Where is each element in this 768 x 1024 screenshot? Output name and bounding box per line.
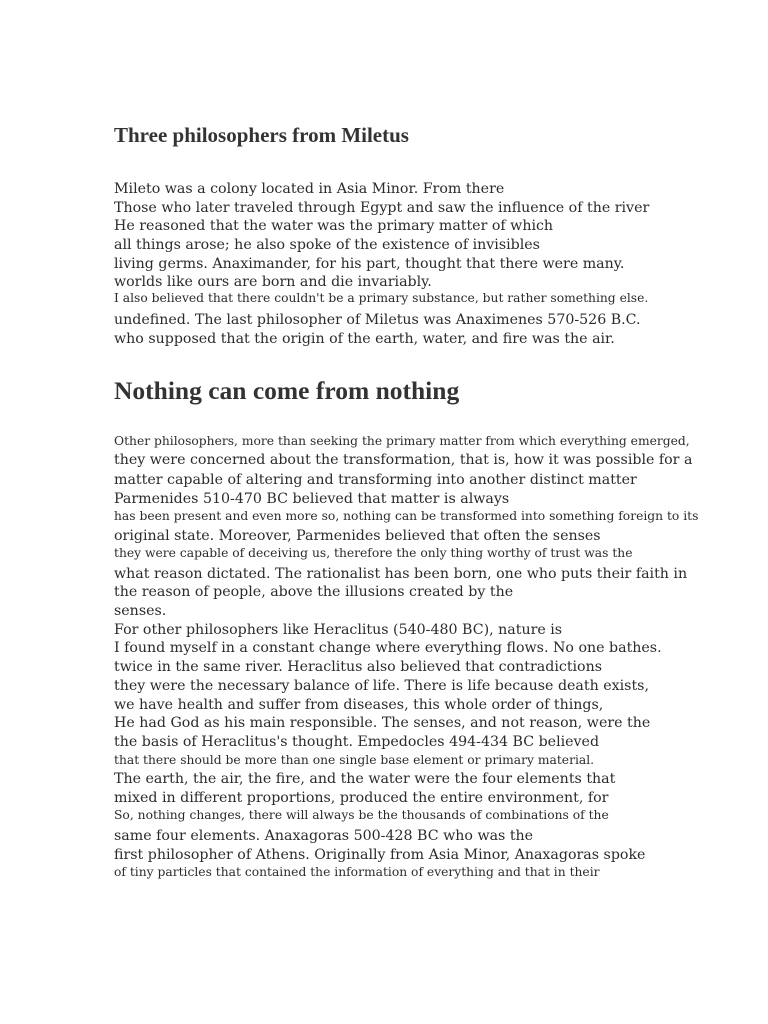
paragraph-line: I also believed that there couldn't be a primary substance, but rather something else. — [114, 291, 649, 305]
paragraph-line: they were the necessary balance of life. There is life because death exists, — [114, 678, 649, 694]
paragraph-line: all things arose; he also spoke of the existence of invisibles — [114, 237, 540, 253]
paragraph-line: the basis of Heraclitus's thought. Empedocles 494-434 BC believed — [114, 734, 600, 750]
paragraph-line: they were concerned about the transformation, that is, how it was possible for a — [114, 452, 693, 468]
paragraph-line: matter capable of altering and transforming into another distinct matter — [114, 472, 637, 488]
paragraph-line: we have health and suffer from diseases, this whole order of things, — [114, 697, 604, 713]
paragraph-line: same four elements. Anaxagoras 500-428 BC who was the — [114, 828, 534, 844]
paragraph-line: that there should be more than one single base element or primary material. — [114, 753, 595, 767]
paragraph-line: what reason dictated. The rationalist has been born, one who puts their faith in — [114, 566, 688, 582]
paragraph-line: the reason of people, above the illusions created by the — [114, 584, 514, 600]
paragraph-line: they were capable of deceiving us, therefore the only thing worthy of trust was the — [114, 546, 633, 560]
paragraph-line: He reasoned that the water was the primary matter of which — [114, 218, 554, 234]
paragraph-line: Those who later traveled through Egypt and saw the influence of the river — [114, 200, 650, 216]
paragraph-line: senses. — [114, 603, 167, 619]
paragraph-line: undefined. The last philosopher of Miletus was Anaximenes 570-526 B.C. — [114, 312, 641, 328]
paragraph-line: has been present and even more so, nothing can be transformed into something foreign to its — [114, 509, 699, 523]
paragraph-line: living germs. Anaximander, for his part, thought that there were many. — [114, 256, 625, 272]
section-title-miletus: Three philosophers from Miletus — [114, 123, 409, 147]
paragraph-line: The earth, the air, the fire, and the water were the four elements that — [114, 771, 616, 787]
paragraph-line: I found myself in a constant change where everything flows. No one bathes. — [114, 640, 662, 656]
paragraph-line: of tiny particles that contained the information of everything and that in their — [114, 865, 600, 879]
paragraph-line: Parmenides 510-470 BC believed that matter is always — [114, 491, 510, 507]
paragraph-line: So, nothing changes, there will always be the thousands of combinations of the — [114, 808, 609, 822]
paragraph-line: Other philosophers, more than seeking the primary matter from which everything emerged, — [114, 434, 690, 448]
paragraph-line: first philosopher of Athens. Originally from Asia Minor, Anaxagoras spoke — [114, 847, 646, 863]
paragraph-line: worlds like ours are born and die invariably. — [114, 274, 432, 290]
paragraph-line: Mileto was a colony located in Asia Minor. From there — [114, 181, 505, 197]
paragraph-line: who supposed that the origin of the earth, water, and fire was the air. — [114, 331, 615, 347]
paragraph-line: mixed in different proportions, produced the entire environment, for — [114, 790, 609, 806]
section-title-nothing: Nothing can come from nothing — [114, 376, 460, 405]
paragraph-line: twice in the same river. Heraclitus also believed that contradictions — [114, 659, 603, 675]
paragraph-line: original state. Moreover, Parmenides believed that often the senses — [114, 528, 601, 544]
paragraph-line: For other philosophers like Heraclitus (540-480 BC), nature is — [114, 622, 563, 638]
paragraph-line: He had God as his main responsible. The senses, and not reason, were the — [114, 715, 651, 731]
